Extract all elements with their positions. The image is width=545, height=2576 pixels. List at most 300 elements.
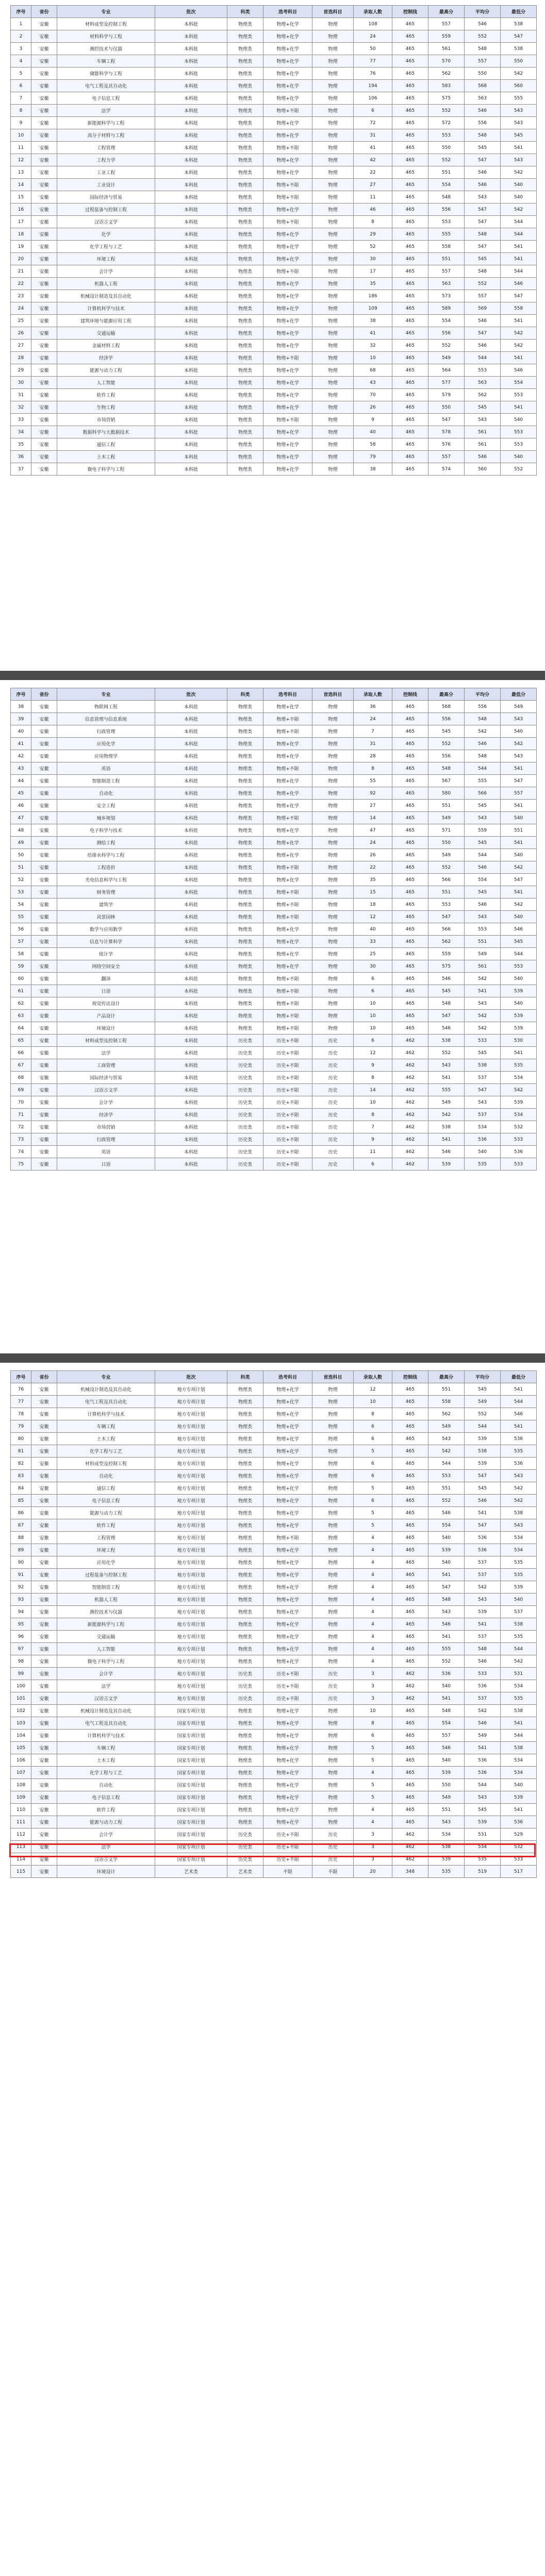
- table-cell: 能源与动力工程: [57, 1507, 155, 1519]
- table-cell: 5: [354, 1507, 392, 1519]
- table-cell: 548: [428, 1705, 465, 1717]
- table-cell: 历史: [312, 1096, 354, 1109]
- table-cell: 市场营销: [57, 414, 155, 426]
- admission-table: [10, 688, 537, 1171]
- table-cell: 551: [428, 800, 465, 812]
- table-cell: 98: [11, 1655, 31, 1668]
- table-cell: 能源与动力工程: [57, 364, 155, 377]
- table-row: [11, 973, 537, 985]
- table-cell: 6: [354, 1035, 392, 1047]
- table-cell: 14: [11, 179, 31, 191]
- table-cell: 国家专项计划: [155, 1816, 227, 1828]
- table-row: [11, 1705, 537, 1717]
- table-cell: 12: [354, 1047, 392, 1059]
- table-cell: 安徽: [31, 1804, 57, 1816]
- table-cell: 安徽: [31, 936, 57, 948]
- table-cell: 547: [465, 327, 501, 340]
- table-cell: 533: [501, 1133, 537, 1146]
- table-cell: 465: [392, 302, 428, 315]
- table-cell: 物理类: [227, 216, 263, 228]
- column-header: 科类: [227, 6, 263, 18]
- table-cell: 465: [392, 1458, 428, 1470]
- table-cell: 本科批: [155, 414, 227, 426]
- table-cell: 土木工程: [57, 451, 155, 463]
- table-cell: 8: [354, 762, 392, 775]
- table-row: [11, 204, 537, 216]
- table-cell: 历史类: [227, 1853, 263, 1866]
- table-cell: 历史+不限: [263, 1084, 312, 1096]
- table-cell: 会计学: [57, 1668, 155, 1680]
- table-cell: 给排水科学与工程: [57, 849, 155, 861]
- table-cell: 540: [501, 1594, 537, 1606]
- table-cell: 物理: [312, 1730, 354, 1742]
- table-row: [11, 451, 537, 463]
- table-cell: 物理: [312, 812, 354, 824]
- table-cell: 物理+化学: [263, 1581, 312, 1594]
- table-cell: 10: [354, 997, 392, 1010]
- table-cell: 51: [11, 861, 31, 874]
- table-cell: 465: [392, 812, 428, 824]
- table-cell: 物理类: [227, 1791, 263, 1804]
- table-cell: 17: [11, 216, 31, 228]
- table-cell: 物理类: [227, 1730, 263, 1742]
- table-cell: 会计学: [57, 1096, 155, 1109]
- table-cell: 537: [501, 1606, 537, 1618]
- table-row: [11, 775, 537, 787]
- column-header: 录取人数: [354, 1371, 392, 1383]
- table-cell: 产品设计: [57, 1010, 155, 1022]
- table-cell: 物理+化学: [263, 1556, 312, 1569]
- table-cell: 541: [501, 1047, 537, 1059]
- table-cell: 安徽: [31, 377, 57, 389]
- table-cell: 储能科学与工程: [57, 67, 155, 80]
- table-cell: 533: [465, 1035, 501, 1047]
- table-cell: 465: [392, 1742, 428, 1754]
- table-cell: 462: [392, 1841, 428, 1853]
- table-cell: 549: [428, 1096, 465, 1109]
- table-row: [11, 936, 537, 948]
- table-row: [11, 389, 537, 401]
- table-cell: 物理类: [227, 1594, 263, 1606]
- table-cell: 安徽: [31, 1866, 57, 1878]
- table-cell: 历史+不限: [263, 1072, 312, 1084]
- table-cell: 安徽: [31, 340, 57, 352]
- table-cell: 465: [392, 762, 428, 775]
- table-cell: 物理: [312, 340, 354, 352]
- table-cell: 历史+不限: [263, 1828, 312, 1841]
- column-header: 控制线: [392, 688, 428, 701]
- table-row: [11, 1581, 537, 1594]
- table-cell: 465: [392, 389, 428, 401]
- table-cell: 543: [501, 1470, 537, 1482]
- table-cell: 540: [428, 1754, 465, 1767]
- table-cell: 物理类: [227, 352, 263, 364]
- page-separator: [0, 1353, 545, 1363]
- table-cell: 物理+不限: [263, 142, 312, 154]
- table-row: [11, 1643, 537, 1655]
- table-cell: 本科批: [155, 67, 227, 80]
- table-cell: 72: [354, 117, 392, 129]
- table-cell: 物理: [312, 1569, 354, 1581]
- table-cell: 462: [392, 1059, 428, 1072]
- table-row: [11, 92, 537, 105]
- table-cell: 物理: [312, 1618, 354, 1631]
- table-cell: 552: [428, 1655, 465, 1668]
- table-cell: 物理+化学: [263, 166, 312, 179]
- table-cell: 546: [465, 1717, 501, 1730]
- table-cell: 本科批: [155, 216, 227, 228]
- table-cell: 安徽: [31, 762, 57, 775]
- table-cell: 348: [392, 1866, 428, 1878]
- table-cell: 微电子科学与工程: [57, 1655, 155, 1668]
- table-cell: 安徽: [31, 302, 57, 315]
- table-cell: 35: [11, 438, 31, 451]
- table-cell: 465: [392, 837, 428, 849]
- table-cell: 机械设计制造及其自动化: [57, 290, 155, 302]
- table-cell: 561: [428, 43, 465, 55]
- table-cell: 本科批: [155, 228, 227, 241]
- table-cell: 安徽: [31, 216, 57, 228]
- table-cell: 38: [354, 463, 392, 476]
- table-cell: 物理: [312, 154, 354, 166]
- table-cell: 43: [354, 377, 392, 389]
- table-cell: 538: [501, 43, 537, 55]
- table-cell: 465: [392, 1408, 428, 1420]
- table-cell: 541: [501, 241, 537, 253]
- table-cell: 国家专项计划: [155, 1779, 227, 1791]
- table-cell: 工程造价: [57, 861, 155, 874]
- table-cell: 465: [392, 129, 428, 142]
- table-cell: 物理类: [227, 800, 263, 812]
- table-cell: 物理: [312, 67, 354, 80]
- table-cell: 5: [354, 1519, 392, 1532]
- table-cell: 572: [428, 117, 465, 129]
- table-cell: 557: [428, 1730, 465, 1742]
- table-cell: 物理类: [227, 389, 263, 401]
- table-cell: 物理: [312, 253, 354, 265]
- table-cell: 462: [392, 1121, 428, 1133]
- column-header: 选考科目: [263, 688, 312, 701]
- table-cell: 本科批: [155, 315, 227, 327]
- table-cell: 本科批: [155, 290, 227, 302]
- table-cell: 物理: [312, 389, 354, 401]
- table-cell: 物理+不限: [263, 216, 312, 228]
- table-cell: 地方专项计划: [155, 1643, 227, 1655]
- table-cell: 国家专项计划: [155, 1705, 227, 1717]
- table-cell: 物理类: [227, 1618, 263, 1631]
- table-cell: 物理类: [227, 92, 263, 105]
- table-cell: 物理: [312, 1544, 354, 1556]
- table-cell: 544: [465, 849, 501, 861]
- table-cell: 543: [465, 1096, 501, 1109]
- table-cell: 安徽: [31, 105, 57, 117]
- table-cell: 534: [465, 1121, 501, 1133]
- table-row: [11, 1804, 537, 1816]
- table-row: [11, 154, 537, 166]
- table-cell: 465: [392, 315, 428, 327]
- table-cell: 国家专项计划: [155, 1791, 227, 1804]
- table-cell: 物理: [312, 775, 354, 787]
- table-cell: 22: [11, 278, 31, 290]
- table-cell: 历史: [312, 1853, 354, 1866]
- table-cell: 物理类: [227, 1519, 263, 1532]
- table-cell: 542: [465, 1022, 501, 1035]
- table-cell: 物理类: [227, 1458, 263, 1470]
- table-cell: 30: [11, 377, 31, 389]
- table-cell: 546: [465, 1655, 501, 1668]
- table-cell: 94: [11, 1606, 31, 1618]
- table-cell: 111: [11, 1816, 31, 1828]
- table-cell: 物理类: [227, 1705, 263, 1717]
- table-row: [11, 1816, 537, 1828]
- table-cell: 1: [11, 18, 31, 30]
- table-cell: 67: [11, 1059, 31, 1072]
- table-cell: 535: [501, 1059, 537, 1072]
- table-cell: 462: [392, 1109, 428, 1121]
- table-cell: 物理+不限: [263, 191, 312, 204]
- table-cell: 548: [465, 750, 501, 762]
- table-cell: 546: [465, 899, 501, 911]
- table-cell: 地方专项计划: [155, 1445, 227, 1458]
- table-cell: 物理+不限: [263, 762, 312, 775]
- table-cell: 553: [501, 426, 537, 438]
- column-header: 批次: [155, 1371, 227, 1383]
- table-cell: 108: [11, 1779, 31, 1791]
- table-cell: 545: [465, 800, 501, 812]
- table-cell: 556: [428, 750, 465, 762]
- table-cell: 物理类: [227, 874, 263, 886]
- table-cell: 541: [501, 1717, 537, 1730]
- table-cell: 551: [501, 824, 537, 837]
- table-cell: 96: [11, 1631, 31, 1643]
- table-cell: 91: [11, 1569, 31, 1581]
- table-cell: 物理+化学: [263, 241, 312, 253]
- table-cell: 2: [11, 30, 31, 43]
- table-cell: 本科批: [155, 1035, 227, 1047]
- table-cell: 历史+不限: [263, 1668, 312, 1680]
- table-cell: 561: [465, 426, 501, 438]
- table-cell: 本科批: [155, 911, 227, 923]
- table-cell: 465: [392, 775, 428, 787]
- table-cell: 地方专项计划: [155, 1680, 227, 1692]
- table-cell: 544: [501, 1730, 537, 1742]
- table-cell: 41: [354, 142, 392, 154]
- table-cell: 物理+化学: [263, 701, 312, 713]
- table-cell: 541: [501, 1804, 537, 1816]
- table-row: [11, 30, 537, 43]
- table-cell: 40: [354, 426, 392, 438]
- table-cell: 安徽: [31, 1458, 57, 1470]
- table-cell: 550: [428, 142, 465, 154]
- table-cell: 465: [392, 117, 428, 129]
- table-cell: 本科批: [155, 117, 227, 129]
- table-cell: 地方专项计划: [155, 1519, 227, 1532]
- table-cell: 542: [465, 725, 501, 738]
- table-cell: 历史: [312, 1035, 354, 1047]
- table-cell: 物理类: [227, 1433, 263, 1445]
- table-row: [11, 1618, 537, 1631]
- page-2: [10, 688, 535, 1171]
- table-cell: 465: [392, 179, 428, 191]
- table-row: [11, 1047, 537, 1059]
- table-cell: 6: [354, 1420, 392, 1433]
- table-cell: 物理: [312, 985, 354, 997]
- table-cell: 地方专项计划: [155, 1668, 227, 1680]
- table-cell: 历史: [312, 1668, 354, 1680]
- table-cell: 本科批: [155, 960, 227, 973]
- table-row: [11, 713, 537, 725]
- table-cell: 安徽: [31, 750, 57, 762]
- table-cell: 34: [11, 426, 31, 438]
- table-cell: 地方专项计划: [155, 1631, 227, 1643]
- table-cell: 本科批: [155, 713, 227, 725]
- table-cell: 538: [428, 1121, 465, 1133]
- table-cell: 物理: [312, 80, 354, 92]
- table-cell: 安徽: [31, 1742, 57, 1754]
- table-cell: 70: [354, 389, 392, 401]
- table-cell: 物理: [312, 997, 354, 1010]
- table-cell: 物理类: [227, 1816, 263, 1828]
- table-cell: 历史: [312, 1680, 354, 1692]
- table-cell: 本科批: [155, 899, 227, 911]
- table-cell: 22: [354, 861, 392, 874]
- table-cell: 物理: [312, 960, 354, 973]
- table-cell: 历史+不限: [263, 1158, 312, 1171]
- table-cell: 81: [11, 1445, 31, 1458]
- table-cell: 物理+化学: [263, 824, 312, 837]
- table-cell: 100: [11, 1680, 31, 1692]
- table-cell: 统计学: [57, 948, 155, 960]
- table-cell: 78: [11, 1408, 31, 1420]
- table-cell: 553: [428, 129, 465, 142]
- table-cell: 本科批: [155, 377, 227, 389]
- table-cell: 554: [428, 1717, 465, 1730]
- table-cell: 物理: [312, 1420, 354, 1433]
- table-cell: 543: [465, 1791, 501, 1804]
- table-cell: 物理: [312, 1742, 354, 1754]
- table-cell: 545: [465, 1047, 501, 1059]
- table-cell: 智能制造工程: [57, 775, 155, 787]
- table-cell: 物理: [312, 1408, 354, 1420]
- table-cell: 50: [11, 849, 31, 861]
- table-row: [11, 1084, 537, 1096]
- table-cell: 17: [354, 265, 392, 278]
- table-cell: 465: [392, 80, 428, 92]
- table-cell: 82: [11, 1458, 31, 1470]
- table-cell: 60: [11, 973, 31, 985]
- table-cell: 548: [428, 762, 465, 775]
- table-cell: 物理类: [227, 812, 263, 824]
- table-cell: 本科批: [155, 241, 227, 253]
- table-cell: 93: [11, 1594, 31, 1606]
- table-cell: 538: [501, 1618, 537, 1631]
- table-cell: 543: [428, 1059, 465, 1072]
- table-cell: 物理类: [227, 105, 263, 117]
- table-cell: 汉语言文学: [57, 1084, 155, 1096]
- table-cell: 541: [501, 837, 537, 849]
- table-cell: 547: [465, 241, 501, 253]
- table-cell: 539: [428, 1544, 465, 1556]
- table-cell: 物理类: [227, 713, 263, 725]
- table-cell: 552: [428, 105, 465, 117]
- table-cell: 地方专项计划: [155, 1581, 227, 1594]
- table-cell: 土木工程: [57, 1754, 155, 1767]
- table-cell: 555: [428, 1084, 465, 1096]
- table-cell: 465: [392, 1767, 428, 1779]
- table-cell: 材料科学与工程: [57, 30, 155, 43]
- table-cell: 交通运输: [57, 327, 155, 340]
- table-cell: 541: [501, 1420, 537, 1433]
- table-cell: 536: [501, 1146, 537, 1158]
- table-row: [11, 1121, 537, 1133]
- table-cell: 物理: [312, 92, 354, 105]
- table-cell: 安徽: [31, 1828, 57, 1841]
- table-cell: 安徽: [31, 1655, 57, 1668]
- table-cell: 549: [428, 1420, 465, 1433]
- table-cell: 14: [354, 812, 392, 824]
- table-row: [11, 1779, 537, 1791]
- table-cell: 465: [392, 1022, 428, 1035]
- table-cell: 本科批: [155, 1072, 227, 1084]
- table-cell: 577: [428, 377, 465, 389]
- table-cell: 地方专项计划: [155, 1556, 227, 1569]
- table-cell: 462: [392, 1158, 428, 1171]
- table-cell: 9: [354, 414, 392, 426]
- table-cell: 物理: [312, 973, 354, 985]
- table-cell: 68: [354, 364, 392, 377]
- table-cell: 13: [11, 166, 31, 179]
- table-cell: 552: [428, 738, 465, 750]
- table-cell: 545: [501, 936, 537, 948]
- admission-table: [10, 1370, 537, 1878]
- table-cell: 物理类: [227, 725, 263, 738]
- table-cell: 物理类: [227, 265, 263, 278]
- table-cell: 97: [11, 1643, 31, 1655]
- table-cell: 3: [354, 1841, 392, 1853]
- table-cell: 538: [465, 1445, 501, 1458]
- table-cell: 安徽: [31, 1495, 57, 1507]
- table-cell: 24: [354, 713, 392, 725]
- table-cell: 安徽: [31, 364, 57, 377]
- table-cell: 物理+化学: [263, 874, 312, 886]
- table-cell: 465: [392, 30, 428, 43]
- table-cell: 历史类: [227, 1668, 263, 1680]
- table-cell: 电子信息工程: [57, 1791, 155, 1804]
- table-cell: 542: [501, 861, 537, 874]
- table-cell: 信息与计算科学: [57, 936, 155, 948]
- table-cell: 安徽: [31, 1022, 57, 1035]
- table-cell: 本科批: [155, 750, 227, 762]
- table-cell: 安徽: [31, 55, 57, 67]
- table-cell: 环境设计: [57, 1022, 155, 1035]
- table-cell: 物理+化学: [263, 1445, 312, 1458]
- table-cell: 安徽: [31, 824, 57, 837]
- table-cell: 548: [428, 191, 465, 204]
- table-cell: 547: [465, 204, 501, 216]
- table-cell: 538: [465, 1059, 501, 1072]
- table-row: [11, 1730, 537, 1742]
- table-cell: 543: [501, 713, 537, 725]
- table-cell: 547: [465, 1470, 501, 1482]
- table-cell: 542: [501, 204, 537, 216]
- table-cell: 本科批: [155, 364, 227, 377]
- table-row: [11, 216, 537, 228]
- table-cell: 安徽: [31, 1158, 57, 1171]
- column-header: 平均分: [465, 6, 501, 18]
- table-cell: 99: [11, 1668, 31, 1680]
- table-cell: 艺术类: [227, 1866, 263, 1878]
- table-cell: 535: [501, 1445, 537, 1458]
